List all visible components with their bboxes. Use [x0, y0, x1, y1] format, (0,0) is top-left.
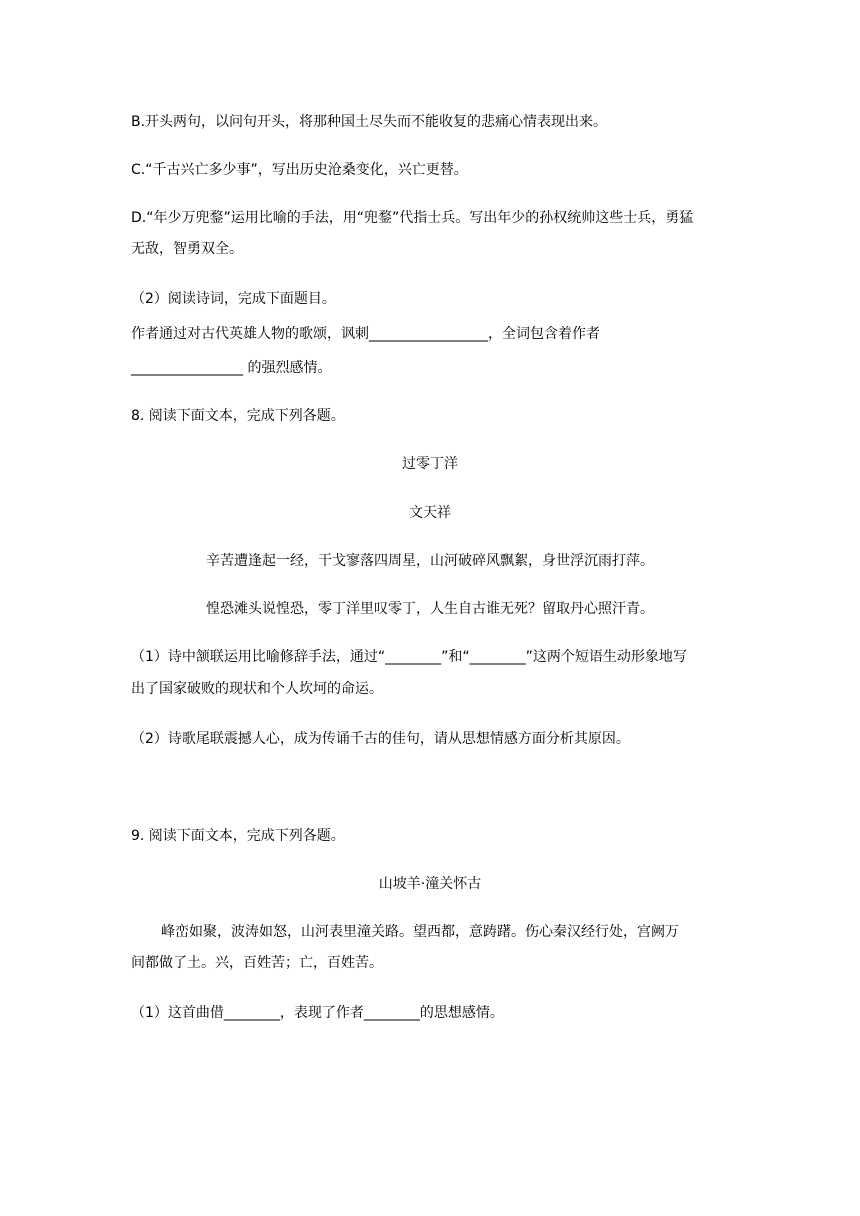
option-b: B.开头两句，以问句开头，将那种国土尽失而不能收复的悲痛心情表现出来。 [131, 114, 608, 130]
q8-stem: 8. 阅读下面文本，完成下列各题。 [131, 408, 345, 424]
q9-poem-title: 山坡羊·潼关怀古 [378, 876, 482, 892]
q7-sub2-line1: 作者通过对古代英雄人物的歌颂，讽刺_________________，全词包含着作者 [131, 326, 600, 342]
q9-poem-line2: 间都做了土。兴，百姓苦；亡，百姓苦。 [131, 955, 383, 971]
option-d-line2: 无敌，智勇双全。 [131, 241, 243, 257]
q8-sub2: （2）诗歌尾联震撼人心，成为传诵千古的佳句，请从思想情感方面分析其原因。 [131, 731, 630, 747]
q9-stem: 9. 阅读下面文本，完成下列各题。 [131, 828, 345, 844]
q9-poem-line1: 峰峦如聚，波涛如怒，山河表里潼关路。望西都，意踌躇。伤心秦汉经行处，宫阙万 [161, 924, 679, 940]
q7-sub2-line2: ________________ 的强烈感情。 [131, 360, 332, 376]
q9-sub1: （1）这首曲借________，表现了作者________的思想感情。 [131, 1005, 504, 1021]
option-c: C.“千古兴亡多少事”，写出历史沧桑变化，兴亡更替。 [131, 162, 468, 178]
q8-sub1-line1: （1）诗中颔联运用比喻修辞手法，通过“________”和“________”这两个短语生动形象地写 [131, 649, 687, 665]
q8-poem-title: 过零丁洋 [402, 456, 458, 472]
q8-poem-line2: 惶恐滩头说惶恐，零丁洋里叹零丁，人生自古谁无死？留取丹心照汗青。 [206, 601, 654, 617]
option-d-line1: D.“年少万兜鍪”运用比喻的手法，用“兜鍪”代指士兵。写出年少的孙权统帅这些士兵，勇猛 [131, 210, 694, 226]
q8-poem-line1: 辛苦遭逢起一经，干戈寥落四周星，山河破碎风飘絮，身世浮沉雨打萍。 [206, 553, 654, 569]
q8-poem-author: 文天祥 [409, 505, 451, 521]
q7-sub2-header: （2）阅读诗词，完成下面题目。 [131, 291, 336, 307]
q8-sub1-line2: 出了国家破败的现状和个人坎坷的命运。 [131, 681, 383, 697]
